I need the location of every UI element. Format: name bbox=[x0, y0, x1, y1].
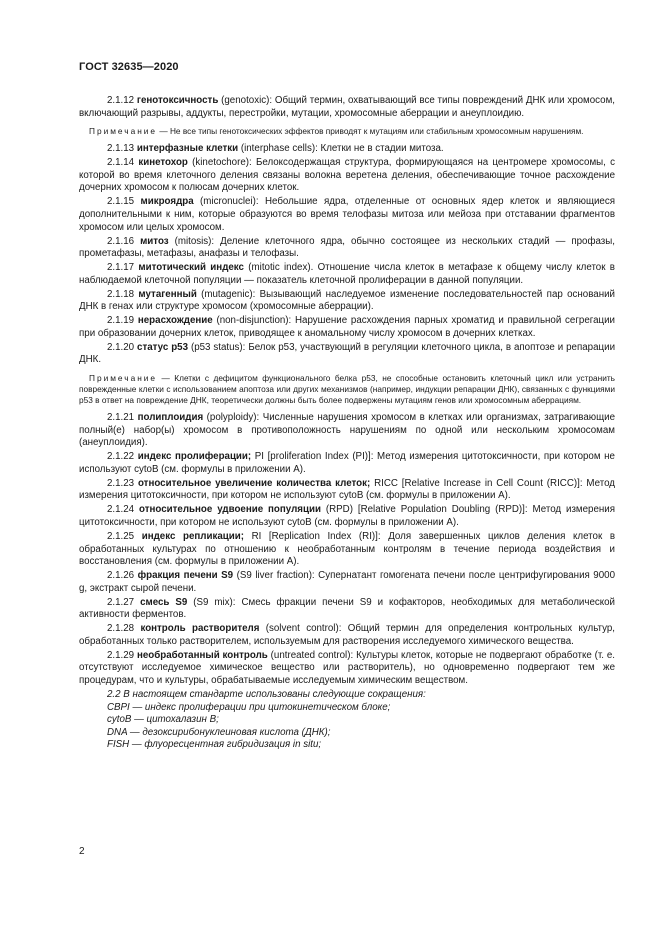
term-entry: 2.1.19 нерасхождение (non-disjunction): Нарушение расхождения парных хроматид и правильной сегрегации при образовании дочерних клеток, приводящее к аномальному числу хромосом в дочерних клетках. bbox=[79, 315, 615, 339]
term-entry: 2.1.23 относительное увеличение количества клеток; RICC [Relative Increase in Cell Count (RICC)]: Метод измерения цитотоксичности, при котором не используют cytoB (см. формулы в приложении А). bbox=[79, 477, 615, 502]
term-entry: 2.1.15 микроядра (micronuclei): Небольшие ядра, отделенные от основных ядер клеток и являющиеся дополнительными к ним, которые образуются во время телофазы митоза или мейоза при отставании фрагментов хромосом или целых хромосом. bbox=[79, 196, 615, 233]
term-entry: 2.1.17 митотический индекс (mitotic index). Отношение числа клеток в метафазе к общему числу клеток в наблюдаемой клеточной популяции — показатель клеточной пролиферации в данной популяции. bbox=[79, 262, 615, 286]
term-entry: 2.1.22 индекс пролиферации; PI [proliferation Index (PI)]: Метод измерения цитотоксичности, при котором не используют cytoB (см. формулы в приложении А). bbox=[79, 451, 615, 475]
term-entry: 2.1.21 полиплоидия (polyploidy): Численные нарушения хромосом в клетках или организмах, затрагивающие полный(е) набор(ы) хромосом в противоположность нарушениям по одной или нескольким хромосомам (анеуплоидия). bbox=[79, 412, 615, 449]
abbreviations-intro: 2.2 В настоящем стандарте использованы следующие сокращения: bbox=[107, 689, 426, 700]
document-body bbox=[79, 95, 615, 752]
abbreviation-item: CBPI — индекс пролиферации при цитокинетическом блоке; bbox=[107, 701, 391, 713]
term-entry: 2.1.20 статус p53 (p53 status): Белок p53, участвующий в регуляции клеточного цикла, в апоптозе и репарации ДНК. bbox=[79, 341, 616, 366]
page-number: 2 bbox=[79, 846, 85, 857]
term-entry: 2.1.13 интерфазные клетки (interphase cells): Клетки не в стадии митоза. bbox=[107, 143, 444, 155]
term-entry: 2.1.25 индекс репликации; RI [Replication Index (RI)]: Доля завершенных циклов деления клеток в обработанных культурах по отношению к необработанным контролям в течение периода воздействия и восстановления (см. формулы в приложении А). bbox=[79, 530, 615, 568]
term-entry: 2.1.26 фракция печени S9 (S9 liver fraction): Супернатант гомогената печени после центрифугирования 9000 g, экстракт сырой печени. bbox=[79, 570, 615, 594]
term-entry: 2.1.29 необработанный контроль (untreated control): Культуры клеток, которые не подвергают обработке (т. е. отсутствуют исследуемое химическое вещество или растворитель), но одновременно подвергают тем же процедурам, что и культуры, обрабатываемые исследуемым химическим веществом. bbox=[79, 649, 615, 687]
abbreviation-item: FISH — флуоресцентная гибридизация in situ; bbox=[107, 739, 322, 751]
term-entry: 2.1.28 контроль растворителя (solvent control): Общий термин для определения контрольных культур, обработанных только растворителем, используемым для растворения исследуемого химического вещества. bbox=[79, 623, 615, 647]
term-entry: 2.1.12 генотоксичность (genotoxic): Общий термин, охватывающий все типы повреждений ДНК или хромосом, включающий разрывы, аддукты, перестройки, мутации, хромосомные аберрации и анеуплоидию. bbox=[79, 95, 615, 119]
term-entry: 2.1.27 смесь S9 (S9 mix): Смесь фракции печени S9 и кофакторов, необходимых для метаболической активности ферментов. bbox=[79, 596, 615, 621]
abbreviation-item: cytoB — цитохалазин B; bbox=[107, 714, 219, 726]
abbreviation-item: DNA — дезоксирибонуклеиновая кислота (ДНК); bbox=[107, 726, 331, 738]
note: Примечание — Не все типы генотоксических эффектов приводят к мутациям или стабильным хромосомным нарушениям. bbox=[89, 126, 584, 137]
document-header: ГОСТ 32635—2020 bbox=[79, 61, 179, 73]
term-entry: 2.1.24 относительное удвоение популяции (RPD) [Relative Population Doubling (RPD)]: Метод измерения цитотоксичности, при котором не используют cytoB (см. формулы в приложении А). bbox=[79, 504, 616, 528]
note: Примечание — Клетки с дефицитом функционального белка p53, не способные остановить клеточный цикл или устранить поврежденные клетки с использованием апоптоза или других механизмов (например, индукции репарации ДНК), связанных с функциями p53 в ответ на повреждение ДНК, теоретически должны быть более подвержены мутациям генов или хромосомным аберрациям. bbox=[79, 373, 615, 406]
term-entry: 2.1.18 мутагенный (mutagenic): Вызывающий наследуемое изменение последовательностей пар оснований ДНК в генах или структуре хромосом (хромосомные аберрации). bbox=[79, 288, 615, 313]
term-entry: 2.1.16 митоз (mitosis): Деление клеточного ядра, обычно состоящее из нескольких стадий — профазы, прометафазы, метафазы, анафазы и телофазы. bbox=[79, 235, 615, 260]
term-entry: 2.1.14 кинетохор (kinetochore): Белоксодержащая структура, формирующаяся на центромере хромосомы, с которой во время клеточного деления связаны волокна веретена деления, обеспечивающие точное расхождение дочерних хромосом к полюсам дочерних клеток. bbox=[79, 157, 615, 194]
